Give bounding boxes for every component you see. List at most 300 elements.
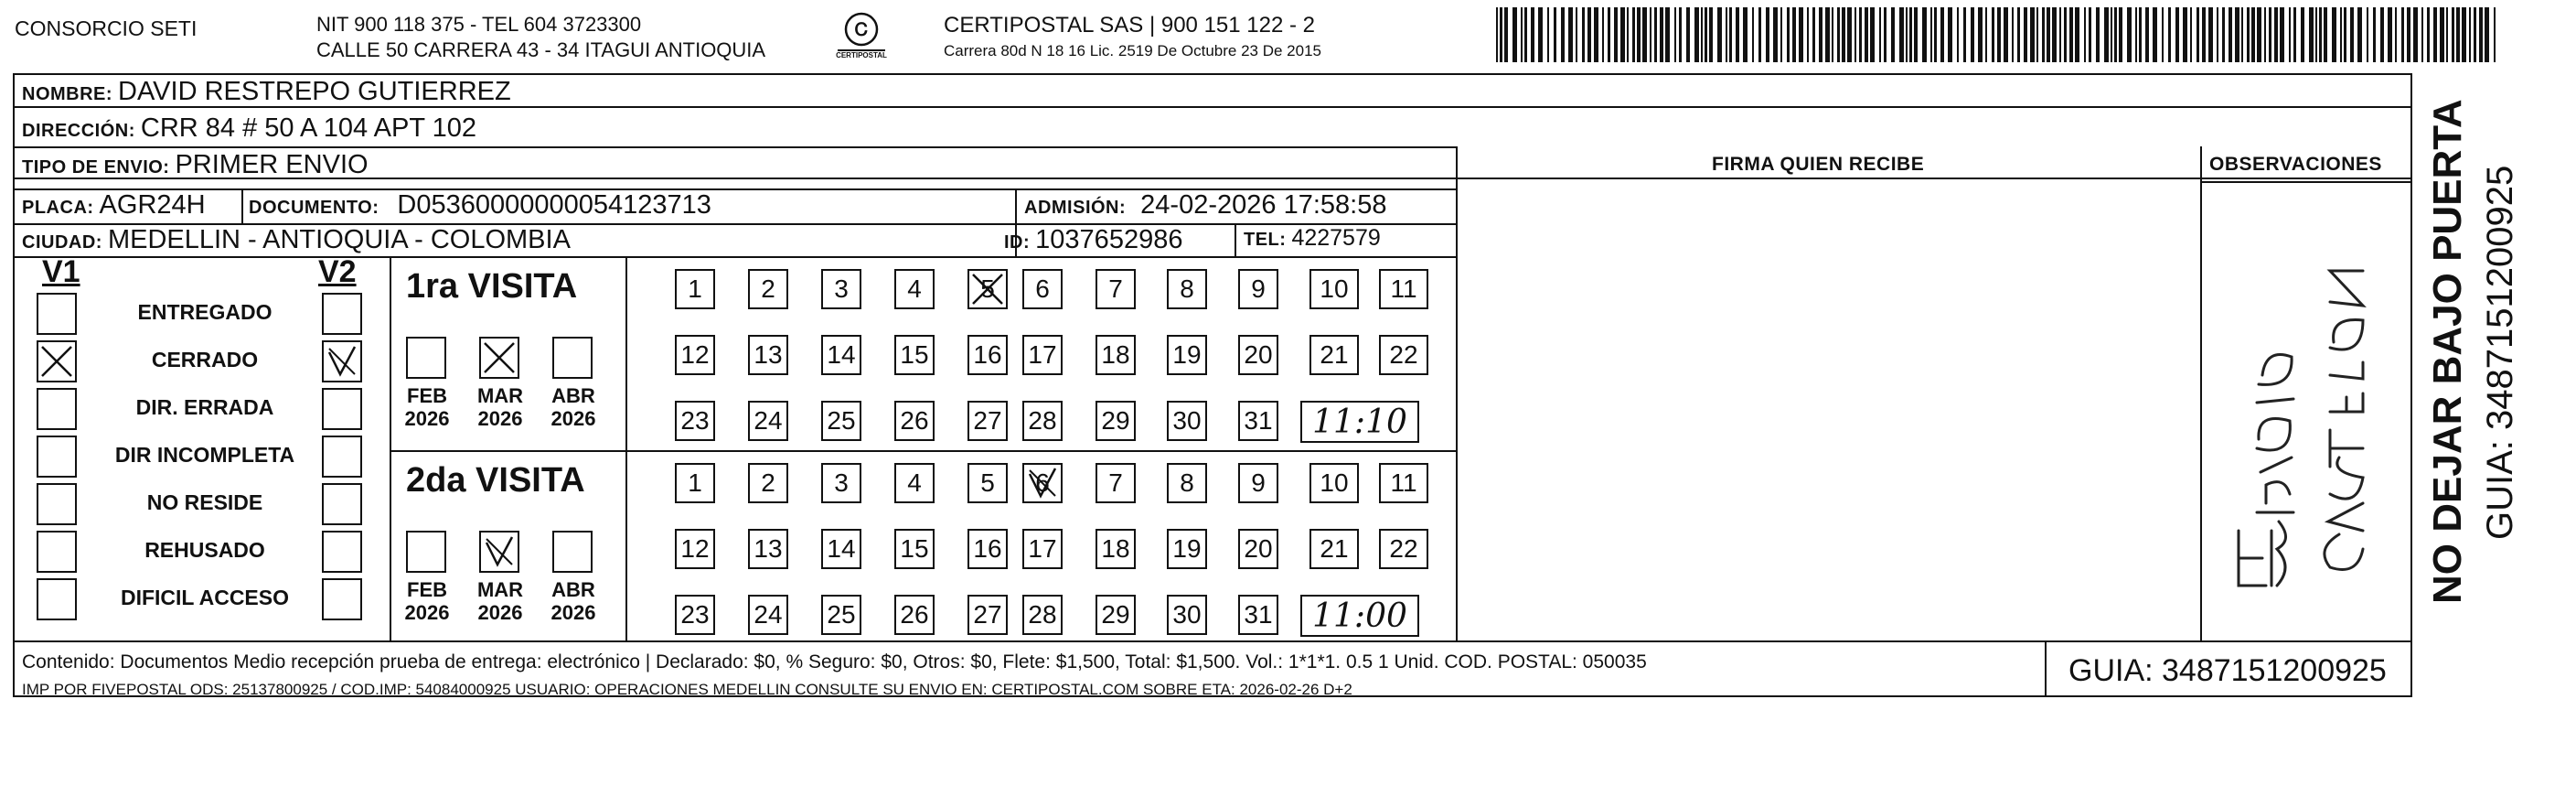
barcode-bar	[2357, 7, 2362, 62]
day-number: 17	[1028, 340, 1057, 369]
day-box[interactable]	[675, 463, 715, 503]
day-box[interactable]	[1167, 595, 1207, 635]
barcode-bar	[2324, 7, 2327, 62]
day-number: 12	[680, 340, 710, 369]
barcode-bar	[1504, 7, 1508, 62]
status-label: ENTREGADO	[137, 300, 273, 324]
status-label: REHUSADO	[144, 538, 265, 562]
day-number: 13	[754, 340, 783, 369]
address-label: DIRECCIÓN:	[22, 121, 135, 141]
barcode-bar	[2462, 7, 2466, 62]
barcode-bar	[2075, 7, 2079, 62]
barcode-bar	[1524, 7, 1527, 62]
barcode-bar	[2332, 7, 2336, 62]
barcode-bar	[2024, 7, 2027, 62]
day-box[interactable]	[1379, 335, 1428, 375]
day-number: 14	[827, 340, 856, 369]
tel-label: TEL:	[1244, 230, 1287, 250]
v2-label: V2	[318, 254, 357, 289]
barcode-bar	[1547, 7, 1549, 62]
barcode-bar	[1642, 7, 1647, 62]
month-year: 2026	[550, 601, 596, 624]
day-box[interactable]	[894, 401, 935, 441]
barcode-bar	[1909, 7, 1912, 62]
firma-label: FIRMA QUIEN RECIBE	[1712, 154, 1925, 175]
barcode-bar	[1637, 7, 1641, 62]
day-number: 28	[1028, 406, 1057, 435]
barcode-bar	[2047, 7, 2050, 62]
visit-time[interactable]: 11:10	[1300, 401, 1419, 443]
barcode-bar	[1561, 7, 1565, 62]
barcode-bar	[1531, 7, 1534, 62]
day-box[interactable]	[675, 529, 715, 569]
barcode-bar	[2427, 7, 2430, 62]
status-label: DIFICIL ACCESO	[120, 586, 289, 609]
day-number: 7	[1108, 274, 1123, 303]
day-number: 1	[688, 274, 702, 303]
day-box[interactable]	[1022, 529, 1063, 569]
company-line: CERTIPOSTAL SAS | 900 151 122 - 2	[944, 13, 1315, 38]
day-number: 15	[900, 340, 929, 369]
consortium-name: CONSORCIO SETI	[15, 16, 198, 40]
day-number: 18	[1101, 534, 1130, 563]
content-line: Contenido: Documentos Medio recepción prueba de entrega: electrónico | Declarado: $0, % Seguro: $0, Otros: $0, Flete: $1,500, Total: $1,500. Vol.: 1*1*1. 0.5 1 Unid. COD. POSTAL: 050035	[22, 651, 1647, 672]
guia-number: GUIA: 3487151200925	[2068, 653, 2387, 688]
print-line: IMP POR FIVEPOSTAL ODS: 25137800925 / COD.IMP: 54084000925 USUARIO: OPERACIONES MEDELLIN CONSULTE SU ENVIO EN: CERTIPOSTAL.COM SOBRE ETA: 2026-02-26 D+2	[22, 681, 1352, 698]
barcode-bar	[2413, 7, 2418, 62]
v2-checkbox[interactable]	[322, 340, 362, 382]
v2-checkbox[interactable]	[322, 436, 362, 478]
barcode-bar	[1837, 7, 1840, 62]
barcode-bar	[2069, 7, 2073, 62]
day-number: 15	[900, 534, 929, 563]
recipient-name: DAVID RESTREPO GUTIERREZ	[118, 77, 511, 106]
barcode-bar	[1963, 7, 1966, 62]
day-box[interactable]	[1309, 529, 1359, 569]
day-number: 4	[907, 468, 922, 497]
v2-checkbox[interactable]	[322, 483, 362, 525]
barcode-bar	[2089, 7, 2091, 62]
barcode-bar	[2469, 7, 2471, 62]
barcode-bar	[1847, 7, 1852, 62]
v1-checkbox[interactable]	[37, 293, 77, 335]
barcode-bar	[2217, 7, 2218, 62]
day-box[interactable]	[1238, 335, 1278, 375]
barcode-bar	[2111, 7, 2112, 62]
barcode-bar	[1899, 7, 1904, 62]
barcode-bar	[2153, 7, 2157, 62]
month-label	[545, 578, 602, 624]
plate-value: AGR24H	[99, 190, 206, 220]
logo-caption: CERTIPOSTAL	[836, 51, 887, 59]
day-number: 13	[754, 534, 783, 563]
day-number: 24	[754, 406, 783, 435]
barcode-bar	[2485, 7, 2489, 62]
day-number: 20	[1244, 340, 1273, 369]
day-box[interactable]	[1096, 269, 1136, 309]
barcode-bar	[1709, 7, 1713, 62]
send-type: PRIMER ENVIO	[175, 150, 369, 179]
day-number: 21	[1320, 534, 1349, 563]
barcode-bar	[1884, 7, 1887, 62]
barcode-bar	[2479, 7, 2483, 62]
month-checkbox[interactable]	[406, 337, 446, 379]
barcode-bar	[1758, 7, 1761, 62]
month-name: ABR	[551, 578, 595, 601]
day-box[interactable]	[748, 269, 788, 309]
barcode-bar	[1521, 7, 1523, 62]
barcode-bar	[1891, 7, 1895, 62]
day-number: 2	[761, 274, 775, 303]
day-number: 31	[1244, 600, 1273, 629]
day-number: 2	[761, 468, 775, 497]
day-box[interactable]	[1022, 595, 1063, 635]
barcode-bar	[1729, 7, 1732, 62]
barcode-bar	[1608, 7, 1610, 62]
barcode-bar	[2446, 7, 2448, 62]
barcode-bar	[1568, 7, 1573, 62]
company-address: CALLE 50 CARRERA 43 - 34 ITAGUI ANTIOQUIA	[316, 38, 766, 61]
barcode-bar	[1717, 7, 1722, 62]
v1-checkbox[interactable]	[37, 340, 77, 382]
city-label: CIUDAD:	[22, 232, 102, 253]
barcode-bar	[1832, 7, 1833, 62]
month-label	[399, 578, 455, 624]
day-box[interactable]	[821, 335, 861, 375]
barcode-bar	[2235, 7, 2239, 62]
barcode-bar	[1686, 7, 1690, 62]
day-box[interactable]	[967, 463, 1008, 503]
day-number: 30	[1172, 406, 1202, 435]
barcode-bar	[1948, 7, 1952, 62]
day-box[interactable]	[894, 595, 935, 635]
day-box[interactable]	[821, 269, 861, 309]
barcode-bar	[1906, 7, 1908, 62]
day-number: 14	[827, 534, 856, 563]
barcode-bar	[1554, 7, 1556, 62]
barcode-bar	[1665, 7, 1670, 62]
barcode-bar	[2168, 7, 2171, 62]
month-year: 2026	[477, 407, 523, 430]
status-label: DIR INCOMPLETA	[114, 443, 295, 467]
day-number: 28	[1028, 600, 1057, 629]
v1-checkbox[interactable]	[37, 578, 77, 620]
svg-text:Ꮯ: Ꮯ	[854, 20, 869, 40]
day-box[interactable]	[1379, 269, 1428, 309]
barcode-bar	[2474, 7, 2476, 62]
day-box[interactable]	[821, 595, 861, 635]
day-number: 20	[1244, 534, 1273, 563]
day-box[interactable]	[1309, 269, 1359, 309]
barcode-bar	[2197, 7, 2199, 62]
day-number: 10	[1320, 468, 1349, 497]
day-box[interactable]	[748, 463, 788, 503]
name-row	[22, 77, 511, 107]
day-box[interactable]	[1167, 401, 1207, 441]
barcode	[1496, 7, 2502, 62]
day-box[interactable]	[894, 463, 935, 503]
day-box[interactable]	[1167, 269, 1207, 309]
day-number: 17	[1028, 534, 1057, 563]
month-label	[472, 578, 529, 624]
name-label: NOMBRE:	[22, 84, 113, 104]
barcode-bar	[2315, 7, 2317, 62]
status-label: CERRADO	[151, 348, 259, 371]
day-number: 27	[973, 406, 1002, 435]
barcode-bar	[2269, 7, 2271, 62]
day-number: 3	[834, 274, 849, 303]
barcode-bar	[2289, 7, 2291, 62]
v2-checkbox[interactable]	[322, 578, 362, 620]
month-checkbox[interactable]	[552, 337, 593, 379]
day-box[interactable]	[1167, 335, 1207, 375]
barcode-bar	[1627, 7, 1629, 62]
v2-checkbox[interactable]	[322, 293, 362, 335]
day-number: 31	[1244, 406, 1273, 435]
barcode-bar	[1576, 7, 1577, 62]
barcode-bar	[1602, 7, 1604, 62]
barcode-bar	[2421, 7, 2423, 62]
day-box[interactable]	[1379, 529, 1428, 569]
v1-label: V1	[42, 254, 80, 289]
month-label	[472, 384, 529, 430]
barcode-bar	[2456, 7, 2460, 62]
visit-title: 2da VISITA	[406, 461, 585, 500]
day-number: 6	[1035, 468, 1050, 497]
barcode-bar	[1650, 7, 1651, 62]
barcode-bar	[1587, 7, 1591, 62]
firma-area[interactable]	[1458, 183, 2200, 640]
barcode-bar	[1855, 7, 1856, 62]
barcode-bar	[2017, 7, 2020, 62]
barcode-bar	[2280, 7, 2284, 62]
day-box[interactable]	[675, 595, 715, 635]
month-name: MAR	[476, 384, 524, 407]
barcode-bar	[2340, 7, 2342, 62]
day-box[interactable]	[1309, 335, 1359, 375]
barcode-bar	[1978, 7, 1983, 62]
side-warning: NO DEJAR BAJO PUERTA	[2425, 99, 2470, 604]
barcode-bar	[2452, 7, 2454, 62]
day-box[interactable]	[1238, 595, 1278, 635]
barcode-bar	[1496, 7, 1498, 62]
barcode-bar	[2183, 7, 2187, 62]
day-number: 22	[1389, 534, 1418, 563]
month-checkbox[interactable]	[552, 531, 593, 573]
barcode-bar	[1614, 7, 1618, 62]
day-box[interactable]	[675, 401, 715, 441]
document-row	[249, 190, 711, 221]
day-box[interactable]	[675, 269, 715, 309]
barcode-bar	[2344, 7, 2346, 62]
barcode-bar	[2350, 7, 2354, 62]
send-type-row	[22, 150, 369, 180]
month-year: 2026	[404, 601, 450, 624]
visit-time[interactable]: 11:00	[1300, 595, 1419, 637]
day-box[interactable]	[748, 401, 788, 441]
day-box[interactable]	[1238, 529, 1278, 569]
barcode-bar	[2319, 7, 2322, 62]
day-box[interactable]	[1022, 269, 1063, 309]
day-box[interactable]	[1379, 463, 1428, 503]
barcode-bar	[1922, 7, 1927, 62]
day-number: 30	[1172, 600, 1202, 629]
day-number: 18	[1101, 340, 1130, 369]
barcode-bar	[1940, 7, 1944, 62]
day-number: 19	[1172, 340, 1202, 369]
day-box[interactable]	[1022, 335, 1063, 375]
v1-checkbox[interactable]	[37, 388, 77, 430]
day-box[interactable]	[967, 595, 1008, 635]
barcode-bar	[1705, 7, 1707, 62]
day-box[interactable]	[1022, 463, 1063, 503]
day-box[interactable]	[1238, 401, 1278, 441]
barcode-bar	[1773, 7, 1778, 62]
barcode-bar	[2042, 7, 2045, 62]
barcode-bar	[2264, 7, 2266, 62]
barcode-bar	[1971, 7, 1974, 62]
tel-value: 4227579	[1291, 225, 1381, 251]
plate-label: PLACA:	[22, 198, 94, 218]
barcode-bar	[2012, 7, 2014, 62]
day-number: 5	[980, 274, 995, 303]
tel-row	[1244, 225, 1381, 252]
v1-checkbox[interactable]	[37, 436, 77, 478]
day-box[interactable]	[894, 529, 935, 569]
v2-checkbox[interactable]	[322, 531, 362, 573]
month-label	[399, 384, 455, 430]
day-box[interactable]	[894, 335, 935, 375]
day-box[interactable]	[1096, 335, 1136, 375]
day-number: 8	[1180, 274, 1194, 303]
barcode-bar	[2401, 7, 2404, 62]
barcode-bar	[1736, 7, 1739, 62]
handwritten-observation	[2202, 183, 2410, 640]
day-box[interactable]	[1238, 269, 1278, 309]
barcode-bar	[2004, 7, 2008, 62]
barcode-bar	[2367, 7, 2368, 62]
month-name: FEB	[407, 384, 447, 407]
day-box[interactable]	[748, 335, 788, 375]
day-box[interactable]	[967, 529, 1008, 569]
barcode-bar	[2388, 7, 2392, 62]
barcode-bar	[2162, 7, 2164, 62]
barcode-bar	[2190, 7, 2192, 62]
barcode-bar	[1538, 7, 1543, 62]
barcode-bar	[1780, 7, 1782, 62]
barcode-bar	[1766, 7, 1769, 62]
day-number: 11	[1390, 274, 1417, 303]
barcode-bar	[1812, 7, 1815, 62]
day-number: 27	[973, 600, 1002, 629]
day-box[interactable]	[821, 529, 861, 569]
v1-checkbox[interactable]	[37, 531, 77, 573]
barcode-bar	[2119, 7, 2122, 62]
day-box[interactable]	[675, 335, 715, 375]
barcode-bar	[1620, 7, 1625, 62]
v1-checkbox[interactable]	[37, 483, 77, 525]
day-number: 19	[1172, 534, 1202, 563]
barcode-bar	[2293, 7, 2296, 62]
day-box[interactable]	[1167, 463, 1207, 503]
barcode-bar	[1632, 7, 1635, 62]
barcode-bar	[1870, 7, 1875, 62]
day-box[interactable]	[967, 401, 1008, 441]
barcode-bar	[1726, 7, 1727, 62]
barcode-bar	[2052, 7, 2057, 62]
day-box[interactable]	[967, 269, 1008, 309]
barcode-bar	[1930, 7, 1932, 62]
barcode-bar	[2059, 7, 2061, 62]
day-box[interactable]	[1238, 463, 1278, 503]
v2-checkbox[interactable]	[322, 388, 362, 430]
day-number: 16	[973, 534, 1002, 563]
day-number: 26	[900, 406, 929, 435]
day-box[interactable]	[1167, 529, 1207, 569]
day-box[interactable]	[748, 529, 788, 569]
day-number: 9	[1251, 468, 1266, 497]
day-box[interactable]	[967, 335, 1008, 375]
barcode-bar	[2274, 7, 2278, 62]
admission-row	[1024, 190, 1386, 221]
barcode-bar	[2247, 7, 2250, 62]
day-number: 29	[1101, 406, 1130, 435]
id-value: 1037652986	[1035, 225, 1183, 254]
day-box[interactable]	[1096, 401, 1136, 441]
visit-title: 1ra VISITA	[406, 267, 578, 306]
company-license: Carrera 80d N 18 16 Lic. 2519 De Octubre 23 De 2015	[944, 42, 1321, 59]
day-number: 23	[680, 406, 710, 435]
month-checkbox[interactable]	[406, 531, 446, 573]
month-checkbox[interactable]	[479, 531, 519, 573]
day-number: 22	[1389, 340, 1418, 369]
month-name: FEB	[407, 578, 447, 601]
day-number: 8	[1180, 468, 1194, 497]
day-box[interactable]	[1096, 595, 1136, 635]
barcode-bar	[2064, 7, 2067, 62]
barcode-bar	[1985, 7, 1987, 62]
side-guia: GUIA: 3487151200925	[2480, 165, 2520, 540]
status-label: DIR. ERRADA	[135, 395, 274, 419]
day-box[interactable]	[894, 269, 935, 309]
day-box[interactable]	[1022, 401, 1063, 441]
admission-label: ADMISIÓN:	[1024, 198, 1127, 218]
barcode-bar	[1674, 7, 1676, 62]
barcode-bar	[2309, 7, 2314, 62]
plate-row	[22, 190, 206, 221]
send-type-label: TIPO DE ENVIO:	[22, 157, 170, 178]
month-checkbox[interactable]	[479, 337, 519, 379]
month-name: ABR	[551, 384, 595, 407]
certipostal-logo	[834, 11, 889, 62]
day-box[interactable]	[1096, 463, 1136, 503]
barcode-bar	[2251, 7, 2255, 62]
barcode-bar	[1914, 7, 1918, 62]
day-box[interactable]	[748, 595, 788, 635]
day-number: 7	[1108, 468, 1123, 497]
status-label: NO RESIDE	[146, 490, 263, 514]
barcode-bar	[1799, 7, 1803, 62]
barcode-bar	[2208, 7, 2213, 62]
day-box[interactable]	[821, 401, 861, 441]
day-box[interactable]	[1096, 529, 1136, 569]
day-box[interactable]	[821, 463, 861, 503]
admission-value: 24-02-2026 17:58:58	[1140, 190, 1387, 220]
barcode-bar	[2301, 7, 2304, 62]
month-name: MAR	[476, 578, 524, 601]
day-box[interactable]	[1309, 463, 1359, 503]
barcode-bar	[2145, 7, 2149, 62]
